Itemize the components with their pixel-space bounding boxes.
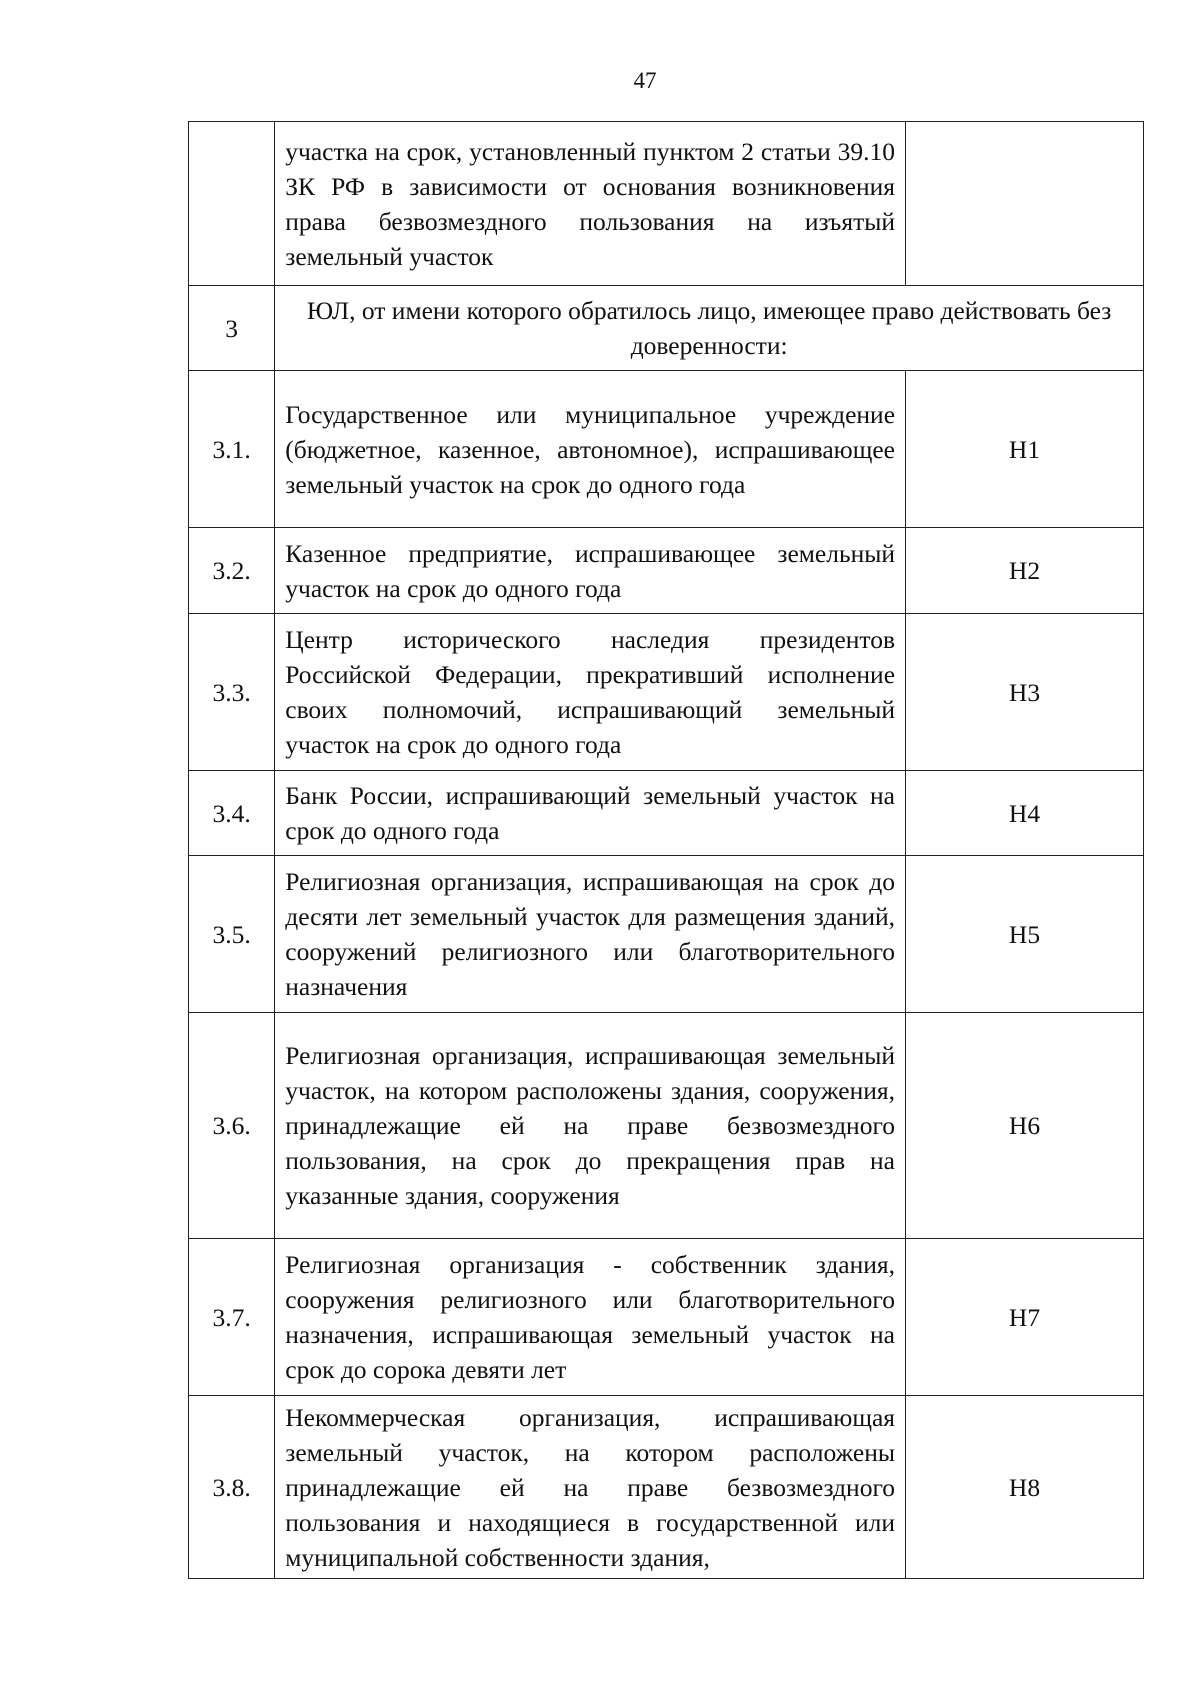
row-code: Н4: [906, 771, 1144, 856]
table-row-continuation: [189, 122, 1144, 286]
row-description: Казенное предприятие, испрашивающее земельный участок на срок до одного года: [275, 528, 906, 614]
table-row: [189, 771, 1144, 856]
table-row: [189, 614, 1144, 771]
classification-table: [188, 121, 1144, 1579]
row-number: 3.7.: [189, 1239, 275, 1396]
row-description: Религиозная организация, испрашивающая земельный участок, на котором расположены здания, сооружения, принадлежащие ей на праве безвозмездного пользования, на срок до прекращения прав на указанные здания, сооружения: [275, 1013, 906, 1239]
row-code: Н7: [906, 1239, 1144, 1396]
row-description: Центр исторического наследия президентов Российской Федерации, прекративший исполнение своих полномочий, испрашивающий земельный участок на срок до одного года: [275, 614, 906, 771]
row-code: Н2: [906, 528, 1144, 614]
row-description: Государственное или муниципальное учреждение (бюджетное, казенное, автономное), испрашивающее земельный участок на срок до одного года: [275, 371, 906, 528]
row-number: 3.6.: [189, 1013, 275, 1239]
row-code: Н6: [906, 1013, 1144, 1239]
table-row: [189, 856, 1144, 1013]
row-number: [189, 122, 275, 286]
table-row: [189, 1239, 1144, 1396]
row-description: Некоммерческая организация, испрашивающая земельный участок, на котором расположены принадлежащие ей на праве безвозмездного пользования и находящиеся в государственной или муниципальной собственности здания,: [275, 1396, 906, 1579]
row-code: Н8: [906, 1396, 1144, 1579]
row-code: [906, 122, 1144, 286]
row-number: 3.4.: [189, 771, 275, 856]
table-row-section-3: [189, 286, 1144, 371]
table-row: [189, 1013, 1144, 1239]
row-number: 3.1.: [189, 371, 275, 528]
row-number: 3.8.: [189, 1396, 275, 1579]
page-number: 47: [633, 68, 657, 93]
row-number: 3.3.: [189, 614, 275, 771]
row-description: участка на срок, установленный пунктом 2 статьи 39.10 ЗК РФ в зависимости от основания возникновения права безвозмездного пользования на изъятый земельный участок: [275, 122, 906, 286]
section-number: 3: [189, 286, 275, 371]
table-row: [189, 528, 1144, 614]
row-description: Религиозная организация, испрашивающая на срок до десяти лет земельный участок для размещения зданий, сооружений религиозного или благотворительного назначения: [275, 856, 906, 1013]
row-code: Н3: [906, 614, 1144, 771]
row-number: 3.5.: [189, 856, 275, 1013]
row-description: Религиозная организация - собственник здания, сооружения религиозного или благотворительного назначения, испрашивающая земельный участок на срок до сорока девяти лет: [275, 1239, 906, 1396]
row-description: Банк России, испрашивающий земельный участок на срок до одного года: [275, 771, 906, 856]
row-code: Н1: [906, 371, 1144, 528]
section-title: ЮЛ, от имени которого обратилось лицо, имеющее право действовать без доверенности:: [275, 286, 1144, 371]
table-row: [189, 371, 1144, 528]
row-code: Н5: [906, 856, 1144, 1013]
table-row: [189, 1396, 1144, 1579]
row-number: 3.2.: [189, 528, 275, 614]
